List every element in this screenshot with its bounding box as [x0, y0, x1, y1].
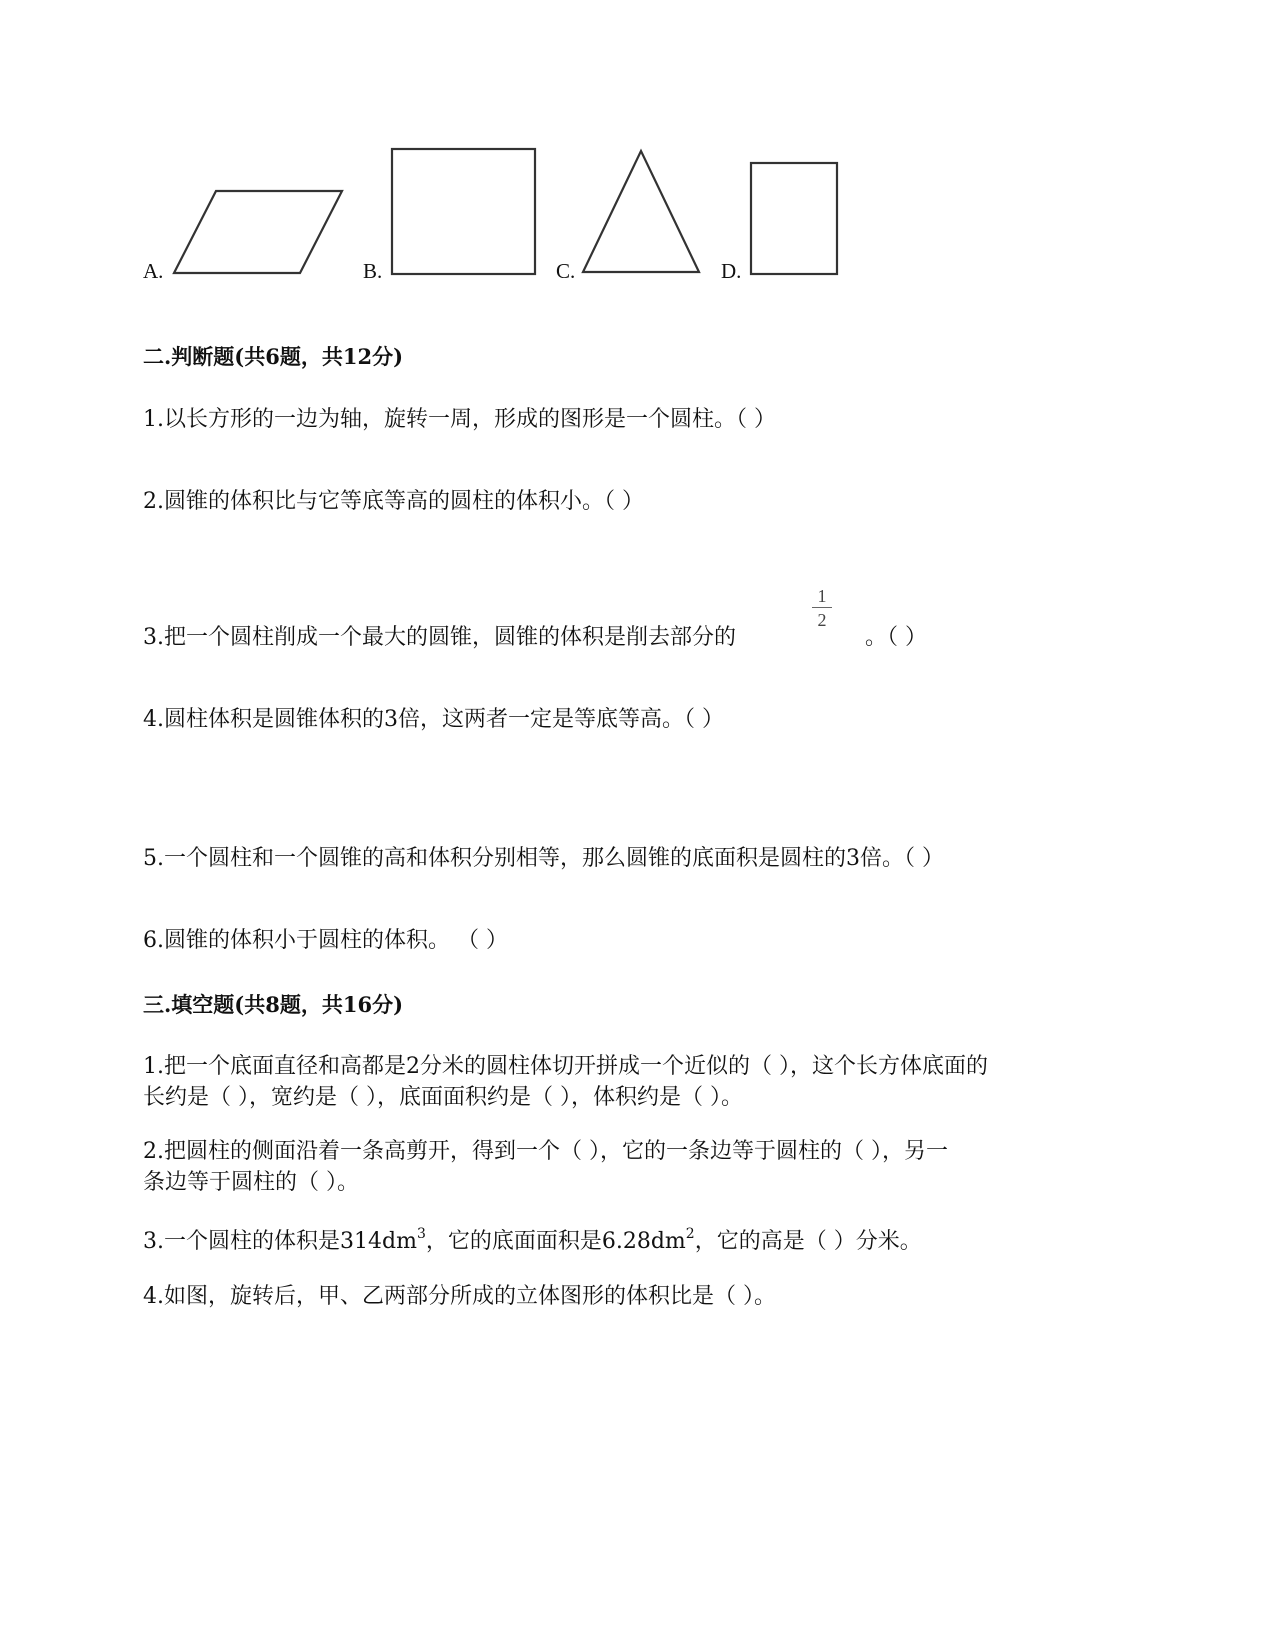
fill-question-2-line2: 条边等于圆柱的（ ）。: [143, 1170, 359, 1195]
fraction-bar: [812, 607, 832, 608]
judgement-question-4: 4.圆柱体积是圆锥体积的3倍，这两者一定是等底等高。（ ）: [143, 707, 724, 732]
fill-question-4: 4.如图，旋转后，甲、乙两部分所成的立体图形的体积比是（ ）。: [143, 1284, 776, 1309]
triangle-figure: [579, 146, 704, 278]
square-figure: [389, 146, 539, 278]
fraction-denominator: 2: [817, 610, 827, 630]
option-c-label: C.: [556, 259, 576, 283]
square-exponent: 2: [685, 1225, 695, 1242]
fill-question-3: [143, 1226, 922, 1258]
section-heading-fill-blank: 三.填空题(共8题，共16分): [143, 992, 404, 1017]
fraction-numerator: 1: [817, 586, 827, 606]
section-heading-judgement: 二.判断题(共6题，共12分): [143, 344, 404, 369]
fill-question-3-part-b: ，它的底面面积是6.28dm: [425, 1229, 686, 1254]
judgement-question-6: 6.圆锥的体积小于圆柱的体积。 （ ）: [143, 928, 508, 953]
option-a-label: A.: [143, 259, 164, 283]
fill-question-2-line1: 2.把圆柱的侧面沿着一条高剪开，得到一个（ ），它的一条边等于圆柱的（ ），另一: [143, 1139, 948, 1164]
fill-question-1-line2: 长约是（ ），宽约是（ ），底面面积约是（ ），体积约是（ ）。: [143, 1085, 743, 1110]
judgement-question-3-tail: 。（ ）: [865, 625, 927, 650]
judgement-question-5: 5.一个圆柱和一个圆锥的高和体积分别相等，那么圆锥的底面积是圆柱的3倍。（ ）: [143, 846, 944, 871]
option-b-label: B.: [363, 259, 383, 283]
fill-question-3-part-a: 3.一个圆柱的体积是314dm: [143, 1229, 417, 1254]
parallelogram-figure: [170, 185, 346, 279]
judgement-question-1: 1.以长方形的一边为轴，旋转一周，形成的图形是一个圆柱。（ ）: [143, 407, 776, 432]
option-d-label: D.: [721, 259, 742, 283]
fill-question-1-line1: 1.把一个底面直径和高都是2分米的圆柱体切开拼成一个近似的（ ），这个长方体底面的: [143, 1054, 988, 1079]
fill-question-3-part-c: ，它的高是（ ）分米。: [694, 1229, 922, 1254]
judgement-question-3: 3.把一个圆柱削成一个最大的圆锥，圆锥的体积是削去部分的: [143, 625, 736, 650]
judgement-question-2: 2.圆锥的体积比与它等底等高的圆柱的体积小。（ ）: [143, 489, 644, 514]
fraction-one-half: [812, 586, 832, 630]
cubic-exponent: 3: [416, 1225, 426, 1242]
rectangle-figure: [748, 160, 841, 278]
